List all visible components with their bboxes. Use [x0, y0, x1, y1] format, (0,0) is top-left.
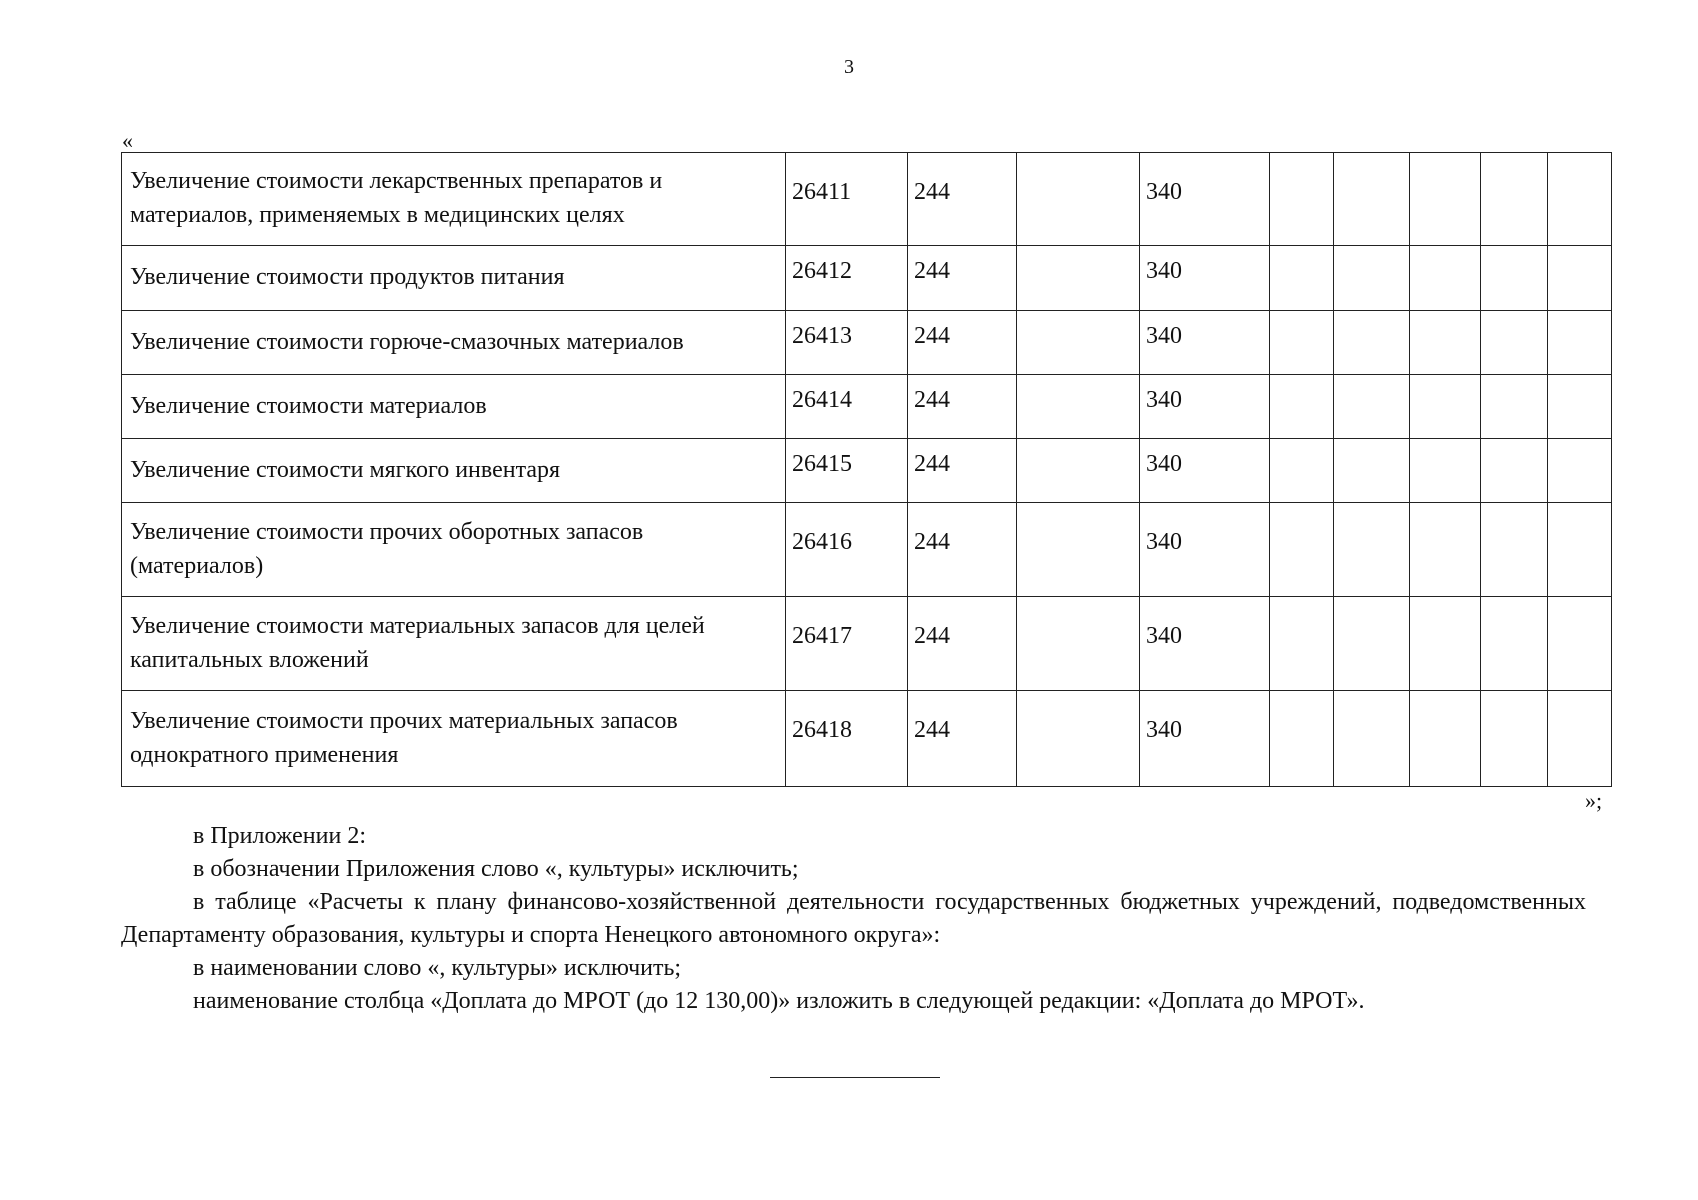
empty-cell	[1410, 153, 1481, 246]
empty-cell	[1270, 246, 1334, 311]
row-kosgu: 340	[1140, 246, 1270, 311]
row-code: 26413	[786, 311, 908, 375]
row-blank-cell	[1017, 375, 1140, 439]
empty-cell	[1548, 311, 1612, 375]
row-kosgu: 340	[1140, 597, 1270, 691]
empty-cell	[1334, 439, 1410, 503]
paragraph: в наименовании слово «, культуры» исключить;	[193, 955, 682, 981]
row-description: Увеличение стоимости мягкого инвентаря	[122, 439, 786, 503]
empty-cell	[1548, 503, 1612, 597]
empty-cell	[1334, 597, 1410, 691]
row-expense-type: 244	[908, 691, 1017, 787]
row-code: 26416	[786, 503, 908, 597]
row-blank-cell	[1017, 691, 1140, 787]
row-kosgu: 340	[1140, 153, 1270, 246]
row-description: Увеличение стоимости продуктов питания	[122, 246, 786, 311]
empty-cell	[1270, 439, 1334, 503]
row-expense-type: 244	[908, 375, 1017, 439]
row-code: 26418	[786, 691, 908, 787]
row-description: Увеличение стоимости лекарственных препаратов и материалов, применяемых в медицинских целях	[122, 153, 786, 246]
empty-cell	[1410, 597, 1481, 691]
row-description: Увеличение стоимости материалов	[122, 375, 786, 439]
empty-cell	[1334, 311, 1410, 375]
table-open-quote: «	[122, 128, 133, 153]
empty-cell	[1270, 375, 1334, 439]
row-blank-cell	[1017, 439, 1140, 503]
row-description: Увеличение стоимости прочих оборотных запасов (материалов)	[122, 503, 786, 597]
empty-cell	[1481, 311, 1548, 375]
row-kosgu: 340	[1140, 503, 1270, 597]
row-blank-cell	[1017, 311, 1140, 375]
row-code: 26415	[786, 439, 908, 503]
row-expense-type: 244	[908, 597, 1017, 691]
row-expense-type: 244	[908, 153, 1017, 246]
empty-cell	[1481, 375, 1548, 439]
empty-cell	[1410, 311, 1481, 375]
row-code: 26411	[786, 153, 908, 246]
table-row	[122, 375, 1612, 439]
empty-cell	[1270, 503, 1334, 597]
table-row	[122, 311, 1612, 375]
row-code: 26412	[786, 246, 908, 311]
empty-cell	[1548, 691, 1612, 787]
empty-cell	[1410, 246, 1481, 311]
paragraph: наименование столбца «Доплата до МРОТ (до 12 130,00)» изложить в следующей редакции: «Доплата до МРОТ».	[193, 988, 1365, 1014]
row-blank-cell	[1017, 153, 1140, 246]
empty-cell	[1270, 153, 1334, 246]
empty-cell	[1270, 597, 1334, 691]
row-expense-type: 244	[908, 439, 1017, 503]
row-description: Увеличение стоимости прочих материальных запасов однократного применения	[122, 691, 786, 787]
empty-cell	[1334, 691, 1410, 787]
empty-cell	[1548, 246, 1612, 311]
table-row	[122, 439, 1612, 503]
empty-cell	[1334, 153, 1410, 246]
paragraph: в Приложении 2:	[193, 823, 367, 849]
empty-cell	[1481, 691, 1548, 787]
row-kosgu: 340	[1140, 375, 1270, 439]
row-description: Увеличение стоимости материальных запасов для целей капитальных вложений	[122, 597, 786, 691]
empty-cell	[1410, 691, 1481, 787]
empty-cell	[1410, 503, 1481, 597]
amendment-text	[121, 820, 1586, 1018]
empty-cell	[1270, 691, 1334, 787]
table-row	[122, 153, 1612, 246]
end-divider	[770, 1077, 940, 1078]
empty-cell	[1334, 503, 1410, 597]
row-expense-type: 244	[908, 311, 1017, 375]
table-row	[122, 691, 1612, 787]
paragraph: в таблице «Расчеты к плану финансово-хозяйственной деятельности государственных бюджетных учреждений, подведомственных Департаменту образования, культуры и спорта Ненецкого автономного округа»:	[121, 889, 1586, 948]
row-expense-type: 244	[908, 246, 1017, 311]
empty-cell	[1270, 311, 1334, 375]
empty-cell	[1548, 597, 1612, 691]
row-code: 26414	[786, 375, 908, 439]
row-description: Увеличение стоимости горюче-смазочных материалов	[122, 311, 786, 375]
empty-cell	[1481, 246, 1548, 311]
row-blank-cell	[1017, 503, 1140, 597]
table-row	[122, 246, 1612, 311]
empty-cell	[1481, 153, 1548, 246]
empty-cell	[1334, 246, 1410, 311]
row-kosgu: 340	[1140, 311, 1270, 375]
expense-table	[121, 152, 1612, 787]
row-blank-cell	[1017, 597, 1140, 691]
empty-cell	[1481, 439, 1548, 503]
row-code: 26417	[786, 597, 908, 691]
empty-cell	[1481, 503, 1548, 597]
empty-cell	[1548, 375, 1612, 439]
table-row	[122, 597, 1612, 691]
row-expense-type: 244	[908, 503, 1017, 597]
empty-cell	[1548, 439, 1612, 503]
row-blank-cell	[1017, 246, 1140, 311]
empty-cell	[1334, 375, 1410, 439]
row-kosgu: 340	[1140, 439, 1270, 503]
table-row	[122, 503, 1612, 597]
empty-cell	[1481, 597, 1548, 691]
row-kosgu: 340	[1140, 691, 1270, 787]
empty-cell	[1548, 153, 1612, 246]
empty-cell	[1410, 375, 1481, 439]
paragraph: в обозначении Приложения слово «, культуры» исключить;	[193, 856, 799, 882]
table-close-quote: »;	[1585, 788, 1603, 813]
empty-cell	[1410, 439, 1481, 503]
page-number: 3	[844, 56, 854, 78]
